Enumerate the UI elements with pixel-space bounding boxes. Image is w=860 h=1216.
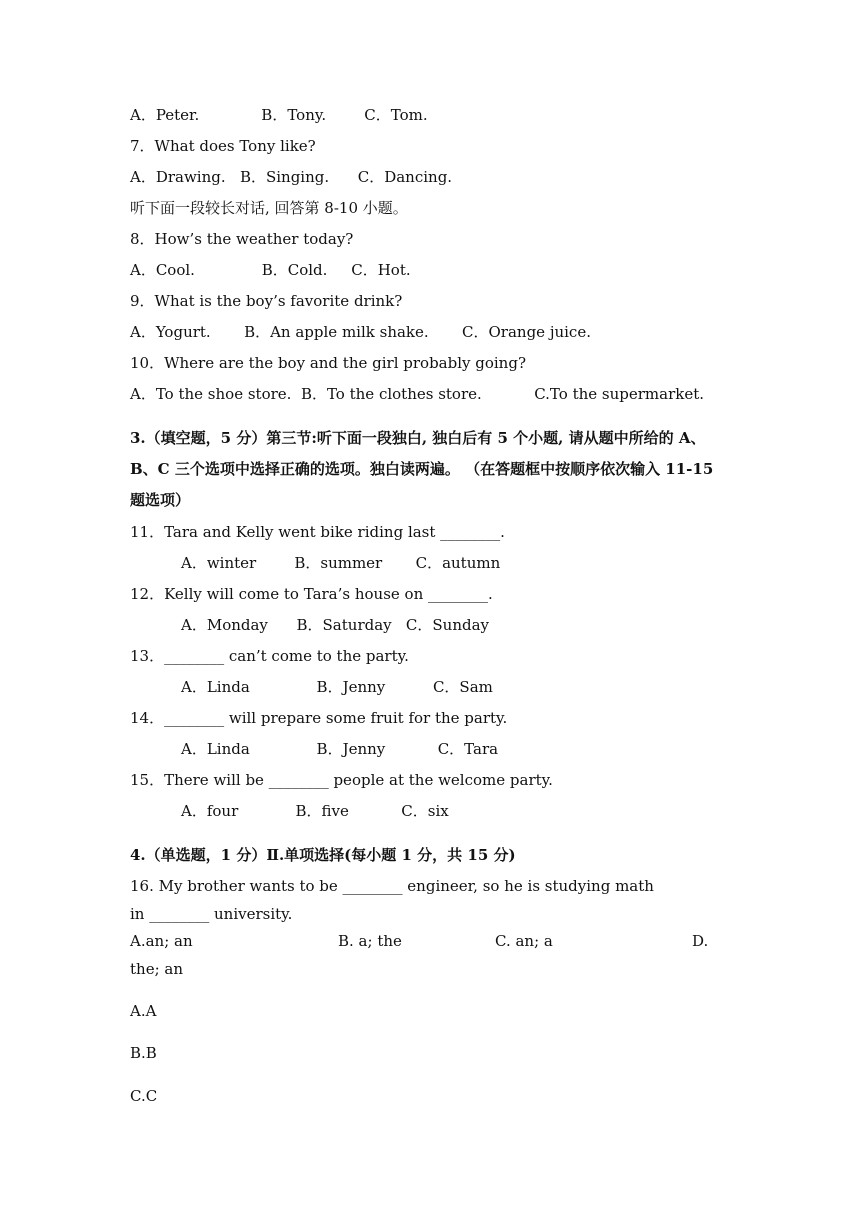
q11: 11．Tara and Kelly went bike riding last ________. [130, 523, 505, 541]
q10: 10．Where are the boy and the girl probably going? [130, 354, 526, 372]
q9-options: A．Yogurt. B．An apple milk shake. C．Orange juice. [130, 323, 591, 341]
section3-heading-line3: 题选项） [130, 491, 191, 509]
section3-heading-line1: 3.（填空题，5 分）第三节:听下面一段独白, 独白后有 5 个小题, 请从题中所给的 A、 [130, 429, 706, 447]
instruction-8-10: 听下面一段较长对话, 回答第 8-10 小题。 [130, 199, 408, 217]
section3-heading-line2: B、C 三个选项中选择正确的选项。独白读两遍。 （在答题框中按顺序依次输入 11-15 [130, 460, 714, 478]
q13: 13．________ can’t come to the party. [130, 647, 409, 665]
q16-option-d-text: the; an [130, 960, 183, 978]
q16-option-a: A.an; an [130, 932, 193, 950]
section4-heading: 4.（单选题，1 分）Ⅱ.单项选择(每小题 1 分，共 15 分) [130, 846, 516, 864]
q8-options: A．Cool. B．Cold. C．Hot. [130, 261, 411, 279]
l1: A．Peter. B．Tony. C．Tom. [130, 106, 428, 124]
q11-options: A．winter B．summer C．autumn [181, 554, 501, 572]
q10-options: A．To the shoe store. B．To the clothes store. C.To the supermarket. [130, 385, 705, 403]
q7: 7．What does Tony like? [130, 137, 316, 155]
q7-options: A．Drawing. B．Singing. C．Dancing. [130, 168, 453, 186]
answer-choice-c[interactable]: C.C [130, 1087, 158, 1105]
q16-option-b: B. a; the [338, 932, 402, 950]
q16-line1: 16. My brother wants to be ________ engineer, so he is studying math [130, 877, 654, 895]
answer-choice-b[interactable]: B.B [130, 1044, 157, 1062]
q15-options: A．four B．five C．six [181, 802, 449, 820]
q9: 9．What is the boy’s favorite drink? [130, 292, 403, 310]
q16-line2: in ________ university. [130, 905, 293, 923]
q16-option-c: C. an; a [495, 932, 553, 950]
q14-options: A．Linda B．Jenny C．Tara [181, 740, 499, 758]
q14: 14．________ will prepare some fruit for the party. [130, 709, 508, 727]
answer-choice-a[interactable]: A.A [130, 1002, 157, 1020]
q15: 15．There will be ________ people at the welcome party. [130, 771, 553, 789]
q12-options: A．Monday B．Saturday C．Sunday [181, 616, 490, 634]
q12: 12．Kelly will come to Tara’s house on ________. [130, 585, 493, 603]
q16-option-d-label: D. [692, 932, 709, 950]
q8: 8．How’s the weather today? [130, 230, 354, 248]
q13-options: A．Linda B．Jenny C．Sam [181, 678, 493, 696]
